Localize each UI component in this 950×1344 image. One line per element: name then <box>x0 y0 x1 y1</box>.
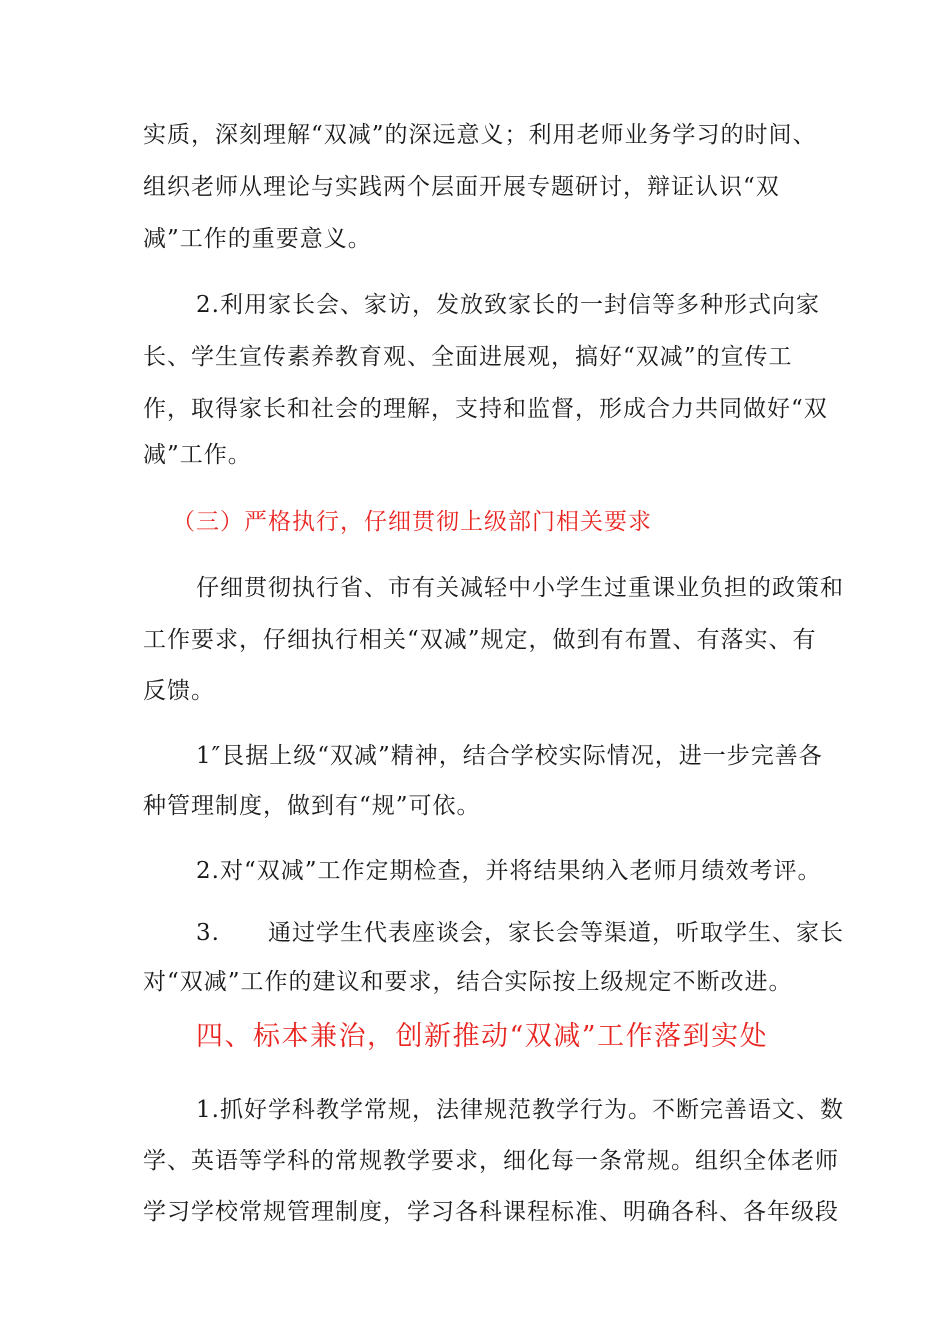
section-heading: 四、标本兼治，创新推动“双减”工作落到实处 <box>196 1021 769 1052</box>
paragraph-line: 2.利用家长会、家访，发放致家长的一封信等多种形式向家 <box>196 292 820 318</box>
paragraph-line: 减”工作的重要意义。 <box>143 226 372 252</box>
paragraph-line: 组织老师从理论与实践两个层面开展专题研讨，辩证认识“双 <box>143 174 780 200</box>
paragraph-line: 1.抓好学科教学常规，法律规范教学行为。不断完善语文、数 <box>196 1097 844 1123</box>
paragraph-line: 对“双减”工作的建议和要求，结合实际按上级规定不断改进。 <box>143 969 793 995</box>
paragraph-line: 作，取得家长和社会的理解，支持和监督，形成合力共同做好“双 <box>143 396 828 422</box>
paragraph-line: 学习学校常规管理制度，学习各科课程标准、明确各科、各年级段 <box>143 1199 839 1225</box>
paragraph-line: 仔细贯彻执行省、市有关减轻中小学生过重课业负担的政策和 <box>196 575 844 601</box>
paragraph-line: 2.对“双减”工作定期检查，并将结果纳入老师月绩效考评。 <box>196 858 822 884</box>
paragraph-line: 长、学生宣传素养教育观、全面进展观，搞好“双减”的宣传工 <box>143 344 793 370</box>
paragraph-line: 实质，深刻理解“双减”的深远意义；利用老师业务学习的时间、 <box>143 122 817 148</box>
paragraph-line: 工作要求，仔细执行相关“双减”规定，做到有布置、有落实、有 <box>143 627 817 653</box>
paragraph-line: 反馈。 <box>143 678 215 704</box>
paragraph-line: 学、英语等学科的常规教学要求，细化每一条常规。组织全体老师 <box>143 1148 839 1174</box>
paragraph-line: 减”工作。 <box>143 442 252 468</box>
paragraph-line: 1″艮据上级“双减”精神，结合学校实际情况，进一步完善各 <box>196 743 823 769</box>
paragraph-line: 种管理制度，做到有“规”可依。 <box>143 793 481 819</box>
paragraph-line: 3. 通过学生代表座谈会，家长会等渠道，听取学生、家长 <box>196 920 844 946</box>
section-subheading: （三）严格执行，仔细贯彻上级部门相关要求 <box>172 509 652 535</box>
